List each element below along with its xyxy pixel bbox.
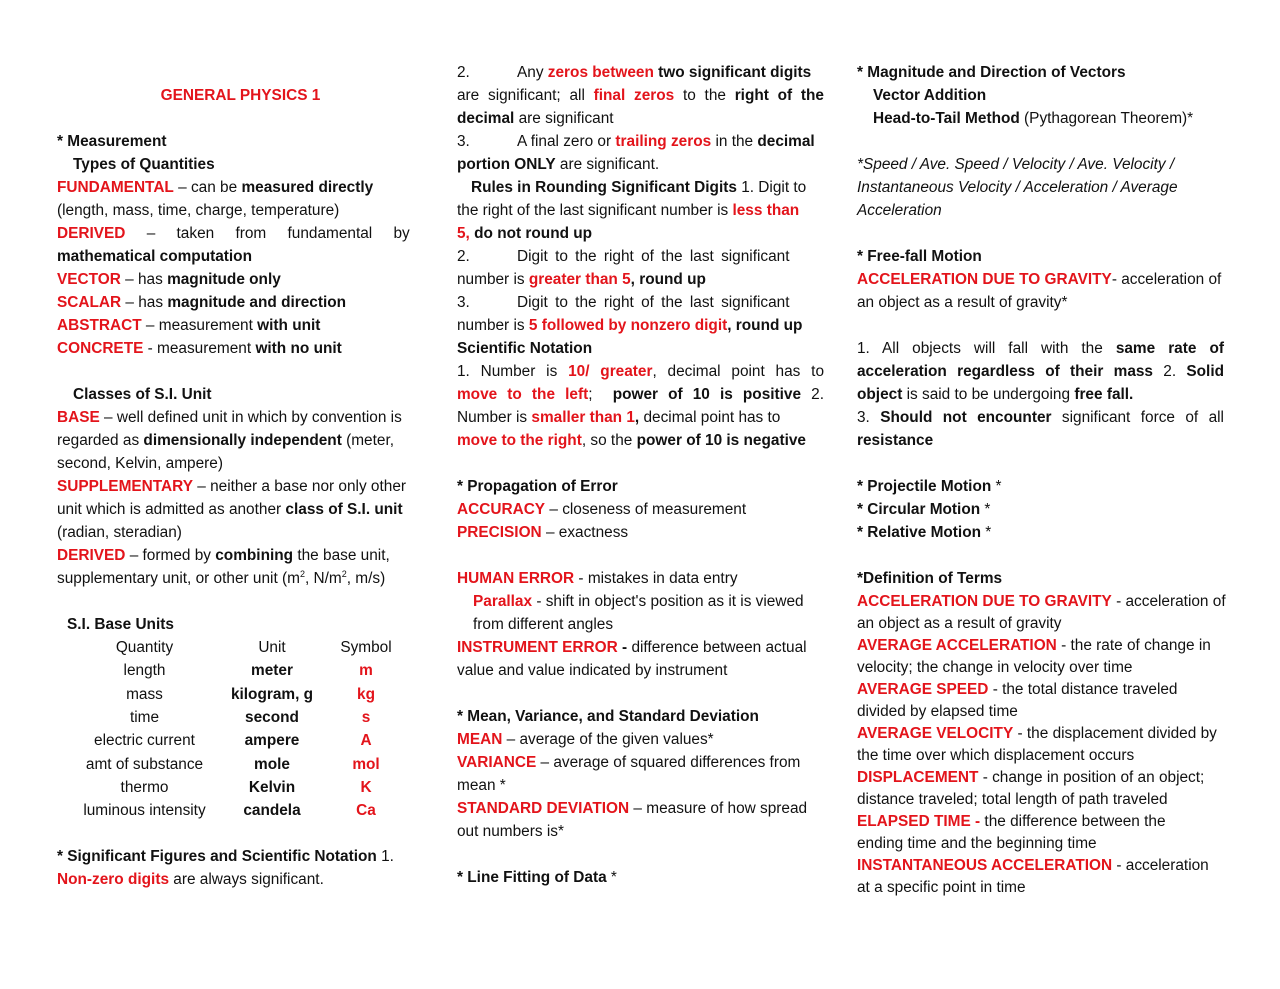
rule3-line-2: portion ONLY are significant. <box>457 156 660 173</box>
symbol-cell: A <box>360 732 372 750</box>
table-row <box>67 706 410 729</box>
table-row <box>67 799 410 822</box>
scalar-line: SCALAR – has magnitude and direction <box>57 294 347 311</box>
rule3-line: 3. A final zero or trailing zeros in the decimal <box>457 133 815 150</box>
speed-line-2: Instantaneous Velocity / Acceleration / Average <box>857 179 1178 196</box>
mvs-heading: * Mean, Variance, and Standard Deviation <box>457 708 759 725</box>
derived2-line: DERIVED – formed by combining the base unit, <box>57 547 390 564</box>
instrument-error-line: INSTRUMENT ERROR - difference between actual <box>457 639 807 656</box>
fundamental-line: FUNDAMENTAL – can be measured directly <box>57 179 374 196</box>
rule2-line-3: decimal are significant <box>457 110 614 127</box>
symbol-cell: kg <box>357 685 375 703</box>
def-elapsed-time: ELAPSED TIME - the difference between the <box>857 813 1166 830</box>
gravity-line: ACCELERATION DUE TO GRAVITY- acceleration of <box>857 271 1222 288</box>
definitions-heading: *Definition of Terms <box>857 570 1003 587</box>
accuracy-line: ACCURACY – closeness of measurement <box>457 501 747 518</box>
table-row <box>67 683 410 706</box>
vectors-heading: * Magnitude and Direction of Vectors <box>857 64 1126 81</box>
base-line: BASE – well defined unit in which by convention is <box>57 409 402 426</box>
table-row <box>67 729 410 752</box>
freefall-rule-3: 3. Should not encounter significant force of all <box>857 409 1224 426</box>
si-units-table <box>67 636 410 822</box>
instrument-error-line-2: value and value indicated by instrument <box>457 662 728 679</box>
quantity-cell: amt of substance <box>85 755 204 773</box>
sci-notation-heading: Scientific Notation <box>457 340 593 357</box>
unit-cell: ampere <box>244 732 300 750</box>
quantity-cell: time <box>129 709 160 727</box>
symbol-cell: mol <box>352 755 380 773</box>
rounding-line-2: the right of the last significant number is less than <box>457 202 800 219</box>
def-avg-acceleration: AVERAGE ACCELERATION - the rate of change in <box>857 637 1211 654</box>
std-dev-line-2: out numbers is* <box>457 823 564 840</box>
std-dev-line: STANDARD DEVIATION – measure of how spread <box>457 800 808 817</box>
column-1 <box>57 61 424 891</box>
derived-detail: mathematical computation <box>57 248 252 265</box>
sci-line-2: move to the left; power of 10 is positive 2. <box>457 386 824 403</box>
head-to-tail-line: Head-to-Tail Method (Pythagorean Theorem)* <box>873 110 1194 127</box>
rounding2-line: 2. Digit to the right of the last significant <box>457 248 790 265</box>
vector-line: VECTOR – has magnitude only <box>57 271 281 288</box>
unit-cell: kilogram, g <box>230 685 314 703</box>
abstract-line: ABSTRACT – measurement with unit <box>57 317 321 334</box>
rule2-line: 2. Any zeros between two significant digits <box>457 64 812 81</box>
def-avg-speed: AVERAGE SPEED - the total distance traveled <box>857 681 1178 698</box>
speed-line-3: Acceleration <box>857 202 942 219</box>
unit-cell: meter <box>251 662 293 680</box>
sci-line-1: 1. Number is 10/ greater, decimal point has to <box>457 363 825 380</box>
def-displacement-2: distance traveled; total length of path traveled <box>857 791 1168 808</box>
classes-heading: Classes of S.I. Unit <box>73 386 212 403</box>
fundamental-examples: (length, mass, time, charge, temperature) <box>57 202 340 219</box>
vector-addition-heading: Vector Addition <box>873 87 987 104</box>
rounding3-line: 3. Digit to the right of the last significant <box>457 294 790 311</box>
symbol-cell: K <box>360 778 372 796</box>
base-line-2: regarded as dimensionally independent (meter, <box>57 432 394 449</box>
quantity-cell: electric current <box>94 732 195 750</box>
circular-heading: * Circular Motion * <box>857 501 991 518</box>
unit-cell: mole <box>254 755 290 773</box>
rounding-heading: Rules in Rounding Significant Digits 1. Digit to <box>471 179 807 196</box>
quantity-cell: length <box>123 662 166 680</box>
unit-cell: candela <box>243 802 301 820</box>
rounding-line-3: 5, do not round up <box>457 225 593 242</box>
def-avg-acceleration-2: velocity; the change in velocity over time <box>857 659 1133 676</box>
human-error-line: HUMAN ERROR - mistakes in data entry <box>457 570 738 587</box>
symbol-cell: Ca <box>356 802 376 820</box>
line-fitting-heading: * Line Fitting of Data * <box>457 869 617 886</box>
base-line-3: second, Kelvin, ampere) <box>57 455 223 472</box>
projectile-heading: * Projectile Motion * <box>857 478 1002 495</box>
concrete-line: CONCRETE - measurement with no unit <box>57 340 342 357</box>
def-gravity: ACCELERATION DUE TO GRAVITY - acceleration of <box>857 593 1226 610</box>
def-avg-speed-2: divided by elapsed time <box>857 703 1018 720</box>
def-elapsed-time-2: ending time and the beginning time <box>857 835 1097 852</box>
derived2-line-2: supplementary unit, or other unit ($m^2$, $N/m^2$, m/s) <box>57 569 386 587</box>
rounding3-line-2: number is 5 followed by nonzero digit, round up <box>457 317 803 334</box>
freefall-heading: * Free-fall Motion <box>857 248 982 265</box>
column-3 <box>857 61 1224 898</box>
def-instantaneous-acceleration-2: at a specific point in time <box>857 879 1026 896</box>
rounding2-line-2: number is greater than 5, round up <box>457 271 706 288</box>
def-avg-velocity-2: the time over which displacement occurs <box>857 747 1135 764</box>
def-instantaneous-acceleration: INSTANTANEOUS ACCELERATION - acceleration <box>857 857 1209 874</box>
def-displacement: DISPLACEMENT - change in position of an object; <box>857 769 1205 786</box>
variance-line-2: mean * <box>457 777 506 794</box>
sig-figures-heading: * Significant Figures and Scientific Notation 1. <box>57 848 394 866</box>
measurement-heading: * Measurement <box>57 133 167 150</box>
supplementary-line-3: (radian, steradian) <box>57 524 182 541</box>
freefall-rule-1-3: object is said to be undergoing free fall. <box>857 386 1134 403</box>
freefall-rule-3-2: resistance <box>857 432 934 449</box>
page-title: GENERAL PHYSICS 1 <box>160 87 321 104</box>
variance-line: VARIANCE – average of squared differences from <box>457 754 801 771</box>
table-row <box>67 752 410 775</box>
freefall-rule-1-2: acceleration regardless of their mass 2. Solid <box>857 363 1224 380</box>
table-row <box>67 659 410 682</box>
sci-line-3: Number is smaller than 1, decimal point has to <box>457 409 781 426</box>
nonzero-line: Non-zero digits are always significant. <box>57 871 324 889</box>
relative-heading: * Relative Motion * <box>857 524 992 541</box>
def-avg-velocity: AVERAGE VELOCITY - the displacement divided by <box>857 725 1217 742</box>
symbol-cell: m <box>359 662 373 680</box>
parallax-line: Parallax - shift in object's position as it is viewed <box>473 593 804 610</box>
quantity-cell: mass <box>126 685 163 703</box>
table-row <box>67 776 410 799</box>
symbol-cell: s <box>361 709 371 727</box>
speed-line-1: *Speed / Ave. Speed / Velocity / Ave. Velocity / <box>857 156 1175 173</box>
si-base-heading: S.I. Base Units <box>67 616 174 633</box>
gravity-line-2: an object as a result of gravity* <box>857 294 1068 311</box>
table-header-row: Quantity Unit Symbol <box>115 639 392 657</box>
mean-line: MEAN – average of the given values* <box>457 731 714 748</box>
sci-line-4: move to the right, so the power of 10 is negative <box>457 432 806 449</box>
quantity-cell: thermo <box>120 778 169 796</box>
types-heading: Types of Quantities <box>73 156 215 173</box>
freefall-rule-1: 1. All objects will fall with the same rate of <box>857 340 1224 357</box>
propagation-heading: * Propagation of Error <box>457 478 618 495</box>
quantity-cell: luminous intensity <box>83 802 206 820</box>
column-2 <box>457 61 824 889</box>
derived-line: DERIVED – taken from fundamental by <box>57 225 410 242</box>
def-gravity-2: an object as a result of gravity <box>857 615 1062 632</box>
unit-cell: Kelvin <box>248 778 296 796</box>
parallax-line-2: from different angles <box>473 616 614 633</box>
unit-cell: second <box>245 709 299 727</box>
rule2-line-2: are significant; all final zeros to the right of the <box>457 87 824 104</box>
supplementary-line-2: unit which is admitted as another class of S.I. unit <box>57 501 403 518</box>
precision-line: PRECISION – exactness <box>457 524 629 541</box>
supplementary-line: SUPPLEMENTARY – neither a base nor only other <box>57 478 407 495</box>
